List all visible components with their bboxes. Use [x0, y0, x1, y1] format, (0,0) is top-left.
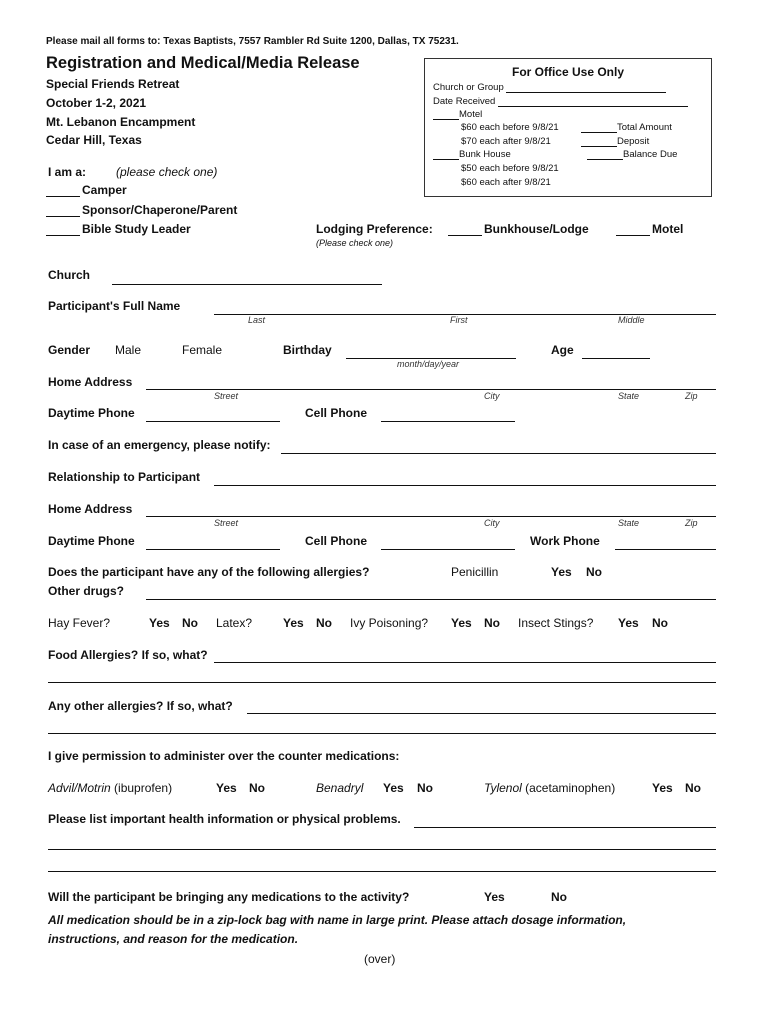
health-info-label: Please list important health information or physical problems.: [48, 812, 401, 826]
bunk-price-after: $60 each after 9/8/21: [461, 177, 551, 188]
motel-label: Motel: [459, 109, 483, 120]
em-work-phone-field[interactable]: [615, 549, 716, 550]
full-name-label: Participant's Full Name: [48, 299, 181, 313]
em-cell-phone-label: Cell Phone: [305, 534, 368, 548]
ivy-yes[interactable]: Yes: [451, 616, 472, 630]
em-state-hint: State: [618, 518, 640, 528]
role-camper-check[interactable]: [46, 184, 80, 197]
bunk-house-label: Bunk House: [459, 149, 511, 160]
hay-fever-no[interactable]: No: [182, 616, 198, 630]
medication-note-2: instructions, and reason for the medication.: [48, 932, 299, 946]
address-state-hint: State: [618, 391, 640, 401]
advil-generic: (ibuprofen): [114, 781, 173, 795]
penicillin-yes[interactable]: Yes: [551, 565, 572, 579]
birthday-label: Birthday: [283, 343, 332, 357]
health-info-field[interactable]: [414, 827, 716, 828]
age-field[interactable]: [582, 358, 650, 359]
motel-price-before: $60 each before 9/8/21: [461, 122, 559, 133]
location: Cedar Hill, Texas: [46, 133, 142, 147]
birthday-hint: month/day/year: [397, 359, 460, 369]
daytime-phone-label: Daytime Phone: [48, 406, 135, 420]
deposit-field[interactable]: [581, 137, 617, 147]
other-drugs-field[interactable]: [146, 599, 716, 600]
page-title: Registration and Medical/Media Release: [46, 54, 360, 72]
allergies-question: Does the participant have any of the following allergies?: [48, 565, 370, 579]
role-sponsor-label: Sponsor/Chaperone/Parent: [82, 203, 238, 217]
hay-fever-label: Hay Fever?: [48, 616, 111, 630]
event-name: Special Friends Retreat: [46, 77, 180, 91]
em-cell-phone-field[interactable]: [381, 549, 515, 550]
role-leader-check[interactable]: [46, 223, 80, 236]
gender-male[interactable]: Male: [115, 343, 142, 357]
advil-yes[interactable]: Yes: [216, 781, 237, 795]
total-amount-label: Total Amount: [617, 122, 672, 133]
lodging-motel-label: Motel: [652, 222, 684, 236]
benadryl-no[interactable]: No: [417, 781, 433, 795]
total-amount-field[interactable]: [581, 123, 617, 133]
emergency-address-label: Home Address: [48, 502, 133, 516]
tylenol-label: Tylenol: [484, 781, 522, 795]
lodging-bunkhouse-check[interactable]: [448, 223, 482, 236]
role-camper-label: Camper: [82, 183, 127, 197]
cell-phone-label: Cell Phone: [305, 406, 368, 420]
ivy-label: Ivy Poisoning?: [350, 616, 429, 630]
medication-note-1: All medication should be in a zip-lock bag with name in large print. Please attach dosage information,: [48, 913, 627, 927]
benadryl-label: Benadryl: [316, 781, 364, 795]
relationship-field[interactable]: [214, 485, 716, 486]
role-leader-label: Bible Study Leader: [82, 222, 191, 236]
church-or-group-field[interactable]: [506, 83, 666, 93]
address-street-hint: Street: [214, 391, 239, 401]
benadryl-yes[interactable]: Yes: [383, 781, 404, 795]
other-allergies-field[interactable]: [247, 713, 716, 714]
mail-instructions: Please mail all forms to: Texas Baptists, 7557 Rambler Rd Suite 1200, Dallas, TX 75231.: [46, 36, 459, 47]
office-box-title: For Office Use Only: [511, 65, 625, 79]
bunk-price-before: $50 each before 9/8/21: [461, 163, 559, 174]
penicillin-no[interactable]: No: [586, 565, 602, 579]
em-street-hint: Street: [214, 518, 239, 528]
latex-label: Latex?: [216, 616, 253, 630]
daytime-phone-field[interactable]: [146, 421, 280, 422]
health-info-field-3[interactable]: [48, 871, 716, 872]
tylenol-no[interactable]: No: [685, 781, 701, 795]
em-daytime-phone-label: Daytime Phone: [48, 534, 135, 548]
home-address-label: Home Address: [48, 375, 133, 389]
em-daytime-phone-field[interactable]: [146, 549, 280, 550]
insect-label: Insect Stings?: [518, 616, 594, 630]
church-label: Church: [48, 268, 90, 282]
date-received-label: Date Received: [433, 96, 496, 107]
em-zip-hint: Zip: [685, 518, 698, 528]
gender-female[interactable]: Female: [182, 343, 223, 357]
em-work-phone-label: Work Phone: [530, 534, 600, 548]
event-dates: October 1-2, 2021: [46, 96, 147, 110]
date-received-field[interactable]: [498, 97, 688, 107]
other-allergies-label: Any other allergies? If so, what?: [48, 699, 233, 713]
insect-yes[interactable]: Yes: [618, 616, 639, 630]
age-label: Age: [551, 343, 574, 357]
name-last-hint: Last: [248, 315, 266, 325]
venue: Mt. Lebanon Encampment: [46, 115, 196, 129]
motel-check[interactable]: [433, 110, 459, 120]
name-middle-hint: Middle: [618, 315, 645, 325]
gender-label: Gender: [48, 343, 91, 357]
name-first-hint: First: [450, 315, 468, 325]
home-address-field[interactable]: [146, 389, 716, 390]
address-zip-hint: Zip: [685, 391, 698, 401]
over-note: (over): [364, 952, 396, 966]
lodging-label: Lodging Preference:: [316, 222, 433, 236]
emergency-contact-field[interactable]: [281, 453, 716, 454]
bringing-meds-no[interactable]: No: [551, 890, 567, 904]
hay-fever-yes[interactable]: Yes: [149, 616, 170, 630]
bunk-house-check[interactable]: [433, 150, 459, 160]
tylenol-yes[interactable]: Yes: [652, 781, 673, 795]
bringing-meds-yes[interactable]: Yes: [484, 890, 505, 904]
insect-no[interactable]: No: [652, 616, 668, 630]
tylenol-generic: (acetaminophen): [525, 781, 616, 795]
balance-due-label: Balance Due: [623, 149, 678, 160]
role-sponsor-check[interactable]: [46, 204, 80, 217]
church-or-group-label: Church or Group: [433, 82, 504, 93]
food-allergies-field-2[interactable]: [48, 682, 716, 683]
advil-label: Advil/Motrin: [48, 781, 111, 795]
other-drugs-label: Other drugs?: [48, 584, 125, 598]
role-label: I am a:: [48, 165, 87, 179]
latex-no[interactable]: No: [316, 616, 332, 630]
otc-permission-label: I give permission to administer over the counter medications:: [48, 749, 400, 763]
lodging-motel-check[interactable]: [616, 223, 650, 236]
ivy-no[interactable]: No: [484, 616, 500, 630]
health-info-field-2[interactable]: [48, 849, 716, 850]
church-field[interactable]: [112, 284, 382, 285]
latex-yes[interactable]: Yes: [283, 616, 304, 630]
motel-price-after: $70 each after 9/8/21: [461, 136, 551, 147]
advil-no[interactable]: No: [249, 781, 265, 795]
food-allergies-label: Food Allergies? If so, what?: [48, 648, 208, 662]
em-city-hint: City: [484, 518, 500, 528]
bringing-meds-question: Will the participant be bringing any medications to the activity?: [48, 890, 410, 904]
lodging-hint: (Please check one): [316, 238, 394, 248]
office-use-box: [424, 58, 712, 197]
balance-due-field[interactable]: [587, 150, 623, 160]
emergency-address-field[interactable]: [146, 516, 716, 517]
address-city-hint: City: [484, 391, 500, 401]
penicillin-label: Penicillin: [451, 565, 499, 579]
deposit-label: Deposit: [617, 136, 650, 147]
food-allergies-field[interactable]: [214, 662, 716, 663]
role-hint: (please check one): [116, 165, 218, 179]
lodging-bunkhouse-label: Bunkhouse/Lodge: [484, 222, 589, 236]
cell-phone-field[interactable]: [381, 421, 515, 422]
emergency-notify-label: In case of an emergency, please notify:: [48, 438, 271, 452]
relationship-label: Relationship to Participant: [48, 470, 201, 484]
other-allergies-field-2[interactable]: [48, 733, 716, 734]
